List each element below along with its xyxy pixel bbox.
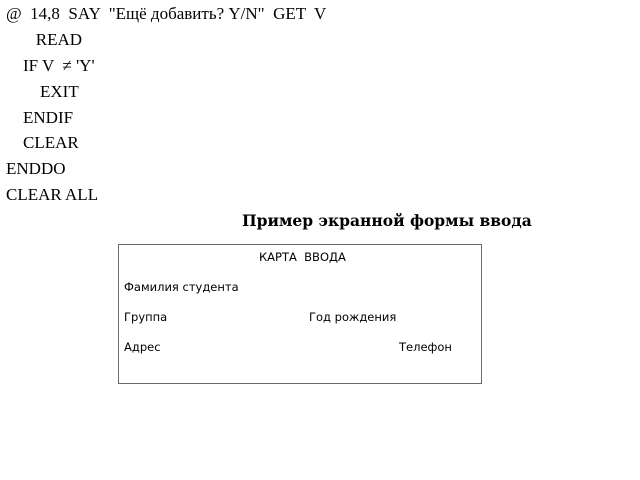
code-line-exit: EXIT: [6, 82, 79, 101]
form-title: КАРТА ВВОДА: [259, 250, 346, 264]
code-line-enddo: ENDDO: [6, 159, 66, 178]
code-line-say-get: @ 14,8 SAY "Ещё добавить? Y/N" GET V: [6, 4, 327, 23]
code-line-read: READ: [6, 30, 83, 49]
form-example-caption: Пример экранной формы ввода: [242, 211, 532, 230]
address-label: Адрес: [124, 340, 161, 354]
surname-label: Фамилия студента: [124, 280, 239, 294]
code-line-if: IF V ≠ 'Y': [6, 56, 95, 75]
code-line-clear-all: CLEAR ALL: [6, 185, 99, 204]
input-form-card: [118, 244, 482, 384]
group-label: Группа: [124, 310, 168, 324]
code-line-clear: CLEAR: [6, 133, 79, 152]
birth-year-label: Год рождения: [309, 310, 397, 324]
phone-label: Телефон: [399, 340, 452, 354]
code-line-endif: ENDIF: [6, 108, 74, 127]
